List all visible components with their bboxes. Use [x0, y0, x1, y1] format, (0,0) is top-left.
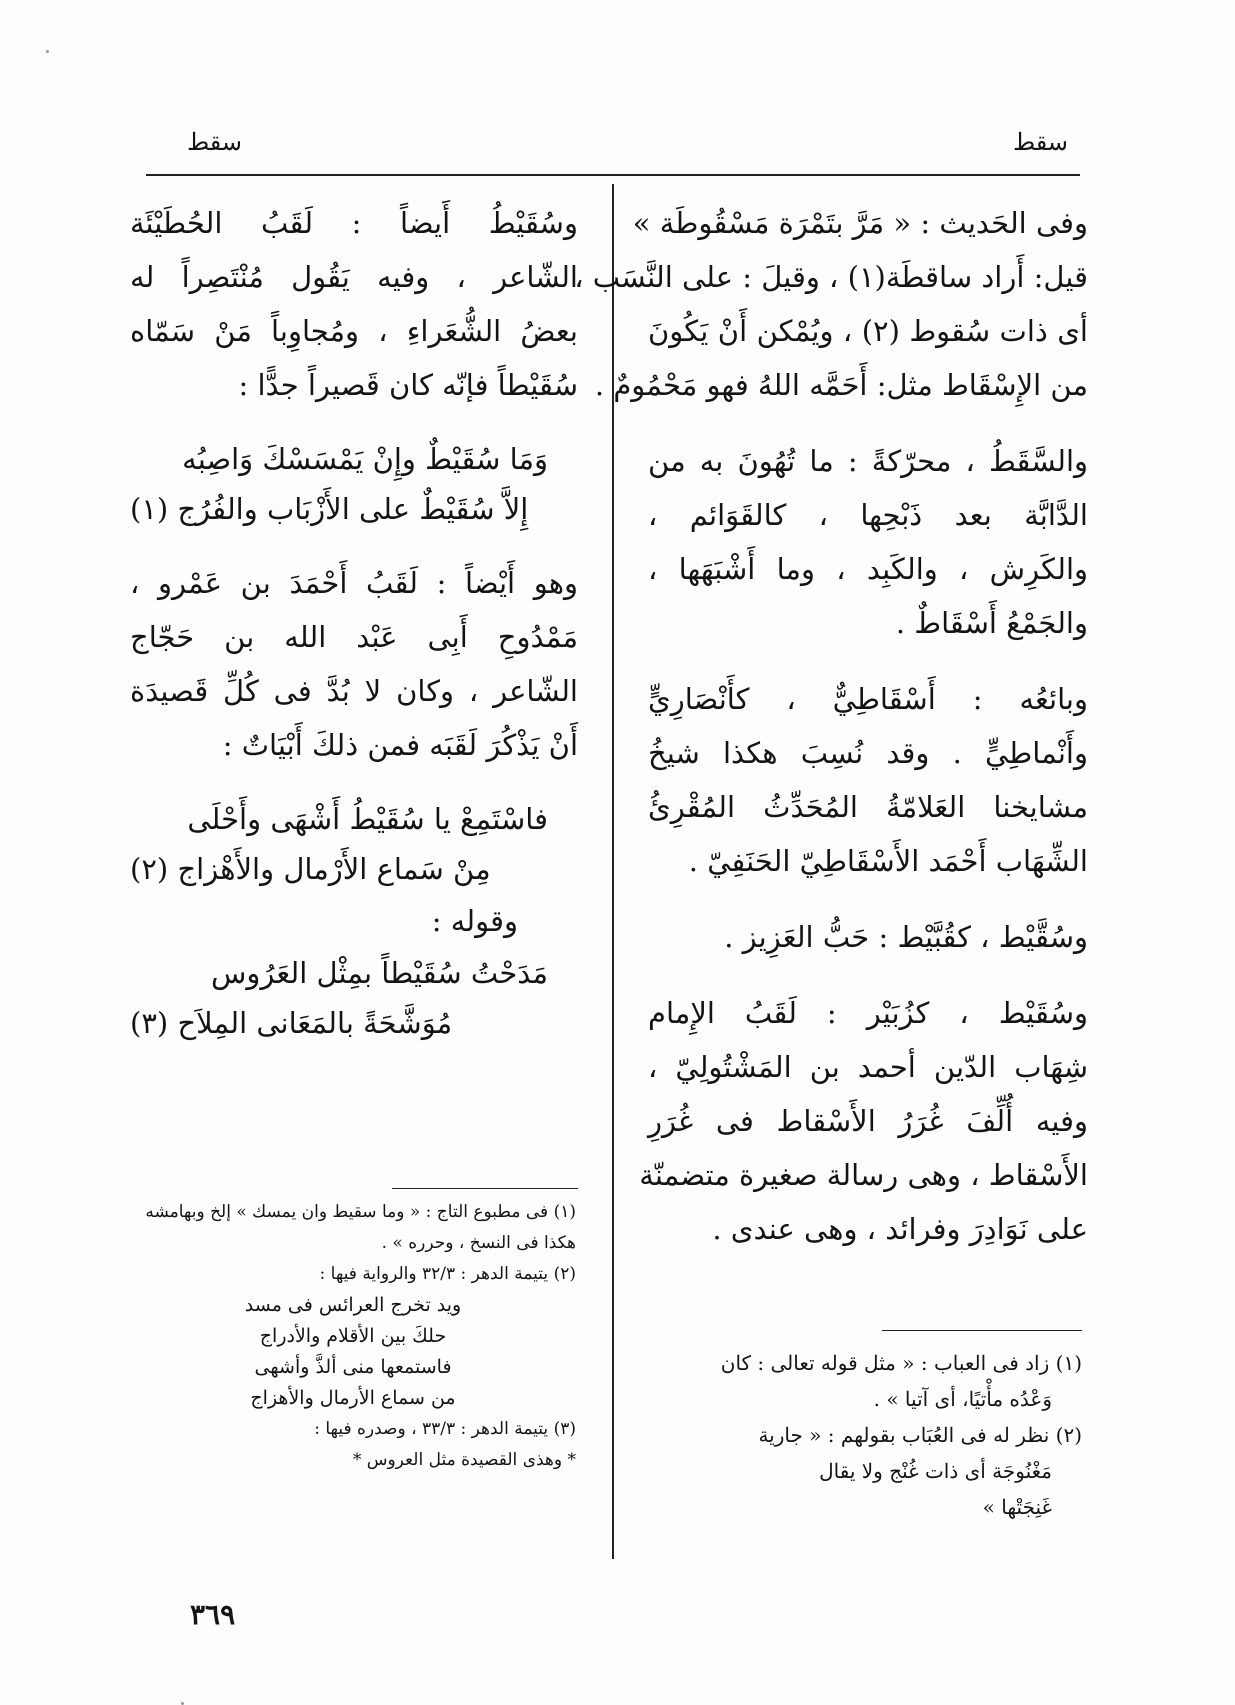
text-line: على نَوَادِرَ وفرائد ، وهى عندى . — [712, 1212, 1088, 1246]
text-line: مشايخنا العَلامّةُ المُحَدِّثُ المُقْرِئُ — [648, 790, 1088, 824]
text-line: وهو أَيْضاً : لَقَبُ أَحْمَدَ بن عَمْرو ، — [130, 566, 578, 600]
text-line: والسَّقَطُ ، محرّكةً : ما تُهُونَ به من — [648, 444, 1088, 478]
footnote-verse: فاستمعها منى ألذَّ وأشهى — [254, 1356, 452, 1378]
footnotes-right — [650, 1345, 1082, 1525]
paragraph-gap — [130, 534, 578, 556]
verse-second-hemistich: مُوَشَّحَةً بالمَعَانى المِلاَح (٣) — [130, 1006, 453, 1040]
text-line: والكَرِش ، والكَبِد ، وما أَشْبَهَها ، — [648, 552, 1088, 586]
verse-first-hemistich: وَمَا سُقَيْطٌ وإِنْ يَمْسَسْكَ وَاصِبُه — [182, 442, 548, 476]
right-column — [574, 196, 1088, 1256]
text-line: أَنْ يَذْكُرَ لَقَبَه فمن ذلكَ أَبْيَاتٌ : — [222, 728, 578, 762]
text-line: وسُقَيْطُ أَيضاً : لَقَبُ الحُطَيْئَة — [130, 206, 578, 240]
footnotes-left — [130, 1197, 576, 1476]
text-line: شِهَاب الدّين أحمد بن المَشْتُولِيّ ، — [648, 1050, 1088, 1084]
verse-second-hemistich: إِلاَّ سُقَيْطٌ على الأَزْبَاب والفُرُج (١) — [130, 492, 529, 526]
text-line: من الإِسْقَاط مثل: أَحَمَّه اللهُ فهو مَحْمُومٌ . — [594, 368, 1088, 402]
footnote-line: وَعْدُه مأْتيًا، أى آتيا » . — [873, 1387, 1052, 1411]
text-line: وفيه أُلِّفَ غُرَرُ الأَسْقاط فى غُرَرِ — [648, 1104, 1088, 1138]
text-line: وأَنْماطِيٍّ . وقد نُسِبَ هكذا شيخُ — [648, 736, 1088, 770]
running-head-left: سقط — [187, 128, 243, 156]
running-head-right: سقط — [1013, 128, 1069, 156]
footnote-line: مَغْنُوجَة أى ذات غُنْج ولا يقال — [819, 1459, 1052, 1483]
text-line: وسُقَيْط ، كزُبَيْر : لَقَبُ الإِمام — [648, 996, 1088, 1030]
footnote-line: غَنِجَتْها » — [982, 1495, 1052, 1519]
paragraph-gap — [648, 888, 1088, 910]
text-line: وبائعُه : أَسْقَاطِيٌّ ، كأَنْصَارِيٍّ — [648, 682, 1088, 716]
page-number: ٣٦٩ — [190, 1598, 236, 1631]
footnote-line: هكذا فى النسخ ، وحرره » . — [381, 1233, 576, 1253]
paragraph-gap — [648, 650, 1088, 672]
text-line: مَمْدُوحِ أَبِى عَبْد الله بن حَجّاج — [130, 620, 578, 654]
footnote-rule-right — [882, 1330, 1082, 1331]
text-line: الشِّهَاب أَحْمَد الأَسْقَاطِيّ الحَنَفِيّ . — [688, 844, 1088, 878]
text-line: وسُقَّيْط ، كقُبَّيْط : حَبُّ العَزِيز . — [724, 920, 1088, 954]
footnote-verse: حلكَ بين الأقلام والأدراج — [259, 1325, 447, 1347]
paragraph-gap — [648, 412, 1088, 434]
footnote-line: (١) فى مطبوع التاج : « وما سقيط وان يمسك » إلخ وبهامشه — [145, 1202, 576, 1222]
footnote-line: (٣) يتيمة الدهر : ٣٣/٣ ، وصدره فيها : — [314, 1419, 576, 1439]
paragraph-gap — [130, 772, 578, 794]
text-line: بعضُ الشُّعَراءِ ، ومُجاوِباً مَنْ سَمّاه — [130, 314, 578, 348]
footnote-line: (٢) نظر له فى العُبَاب بقولهم : « جارية — [758, 1423, 1082, 1447]
text-line: وقوله : — [431, 904, 518, 938]
text-line: وفى الحَديث : « مَرَّ بتَمْرَة مَسْقُوطَة » — [632, 206, 1088, 240]
footnote-rule-left — [392, 1188, 578, 1189]
text-line: قيل: أَراد ساقطَة(١) ، وقيلَ : على النَّسَب ، — [574, 260, 1088, 294]
text-line: والجَمْعُ أَسْقَاطٌ . — [895, 606, 1088, 640]
text-line: الدَّابَّة بعد ذَبْحِها ، كالقَوَائم ، — [648, 498, 1088, 532]
header-rule — [146, 174, 1080, 176]
verse-first-hemistich: مَدَحْتُ سُقَيْطاً بمِثْل العَرُوس — [211, 956, 548, 990]
verse-first-hemistich: فاسْتَمِعْ يا سُقَيْطُ أَشْهَى وأَحْلَى — [187, 802, 548, 836]
paragraph-gap — [648, 964, 1088, 986]
text-line: سُقَيْطاً فإنّه كان قَصيراً جدًّا : — [238, 368, 578, 402]
scan-speck — [46, 50, 49, 53]
text-line: الشّاعر ، وكان لا بُدَّ فى كُلِّ قَصيدَة — [130, 674, 578, 708]
text-line: الشّاعر ، وفيه يَقُول مُنْتَصِراً له — [130, 260, 578, 294]
footnote-line: (١) زاد فى العباب : « مثل قوله تعالى : كان — [720, 1351, 1082, 1375]
left-column — [130, 196, 578, 1048]
footnote-verse: من سماع الأرمال والأهزاج — [250, 1387, 456, 1409]
text-line: الأَسْقاط ، وهى رسالة صغيرة متضمنّة — [639, 1158, 1088, 1192]
verse-second-hemistich: مِنْ سَماع الأَرْمال والأَهْزاج (٢) — [130, 852, 491, 886]
footnote-verse: ويد تخرج العرائس فى مسد — [244, 1294, 462, 1316]
text-line: أى ذات سُقوط (٢) ، ويُمْكن أَنْ يَكُونَ — [648, 314, 1088, 348]
footnote-line: * وهذى القصيدة مثل العروس * — [352, 1450, 576, 1470]
footnote-line: (٢) يتيمة الدهر : ٣٢/٣ والرواية فيها : — [319, 1264, 576, 1284]
paragraph-gap — [130, 412, 578, 434]
